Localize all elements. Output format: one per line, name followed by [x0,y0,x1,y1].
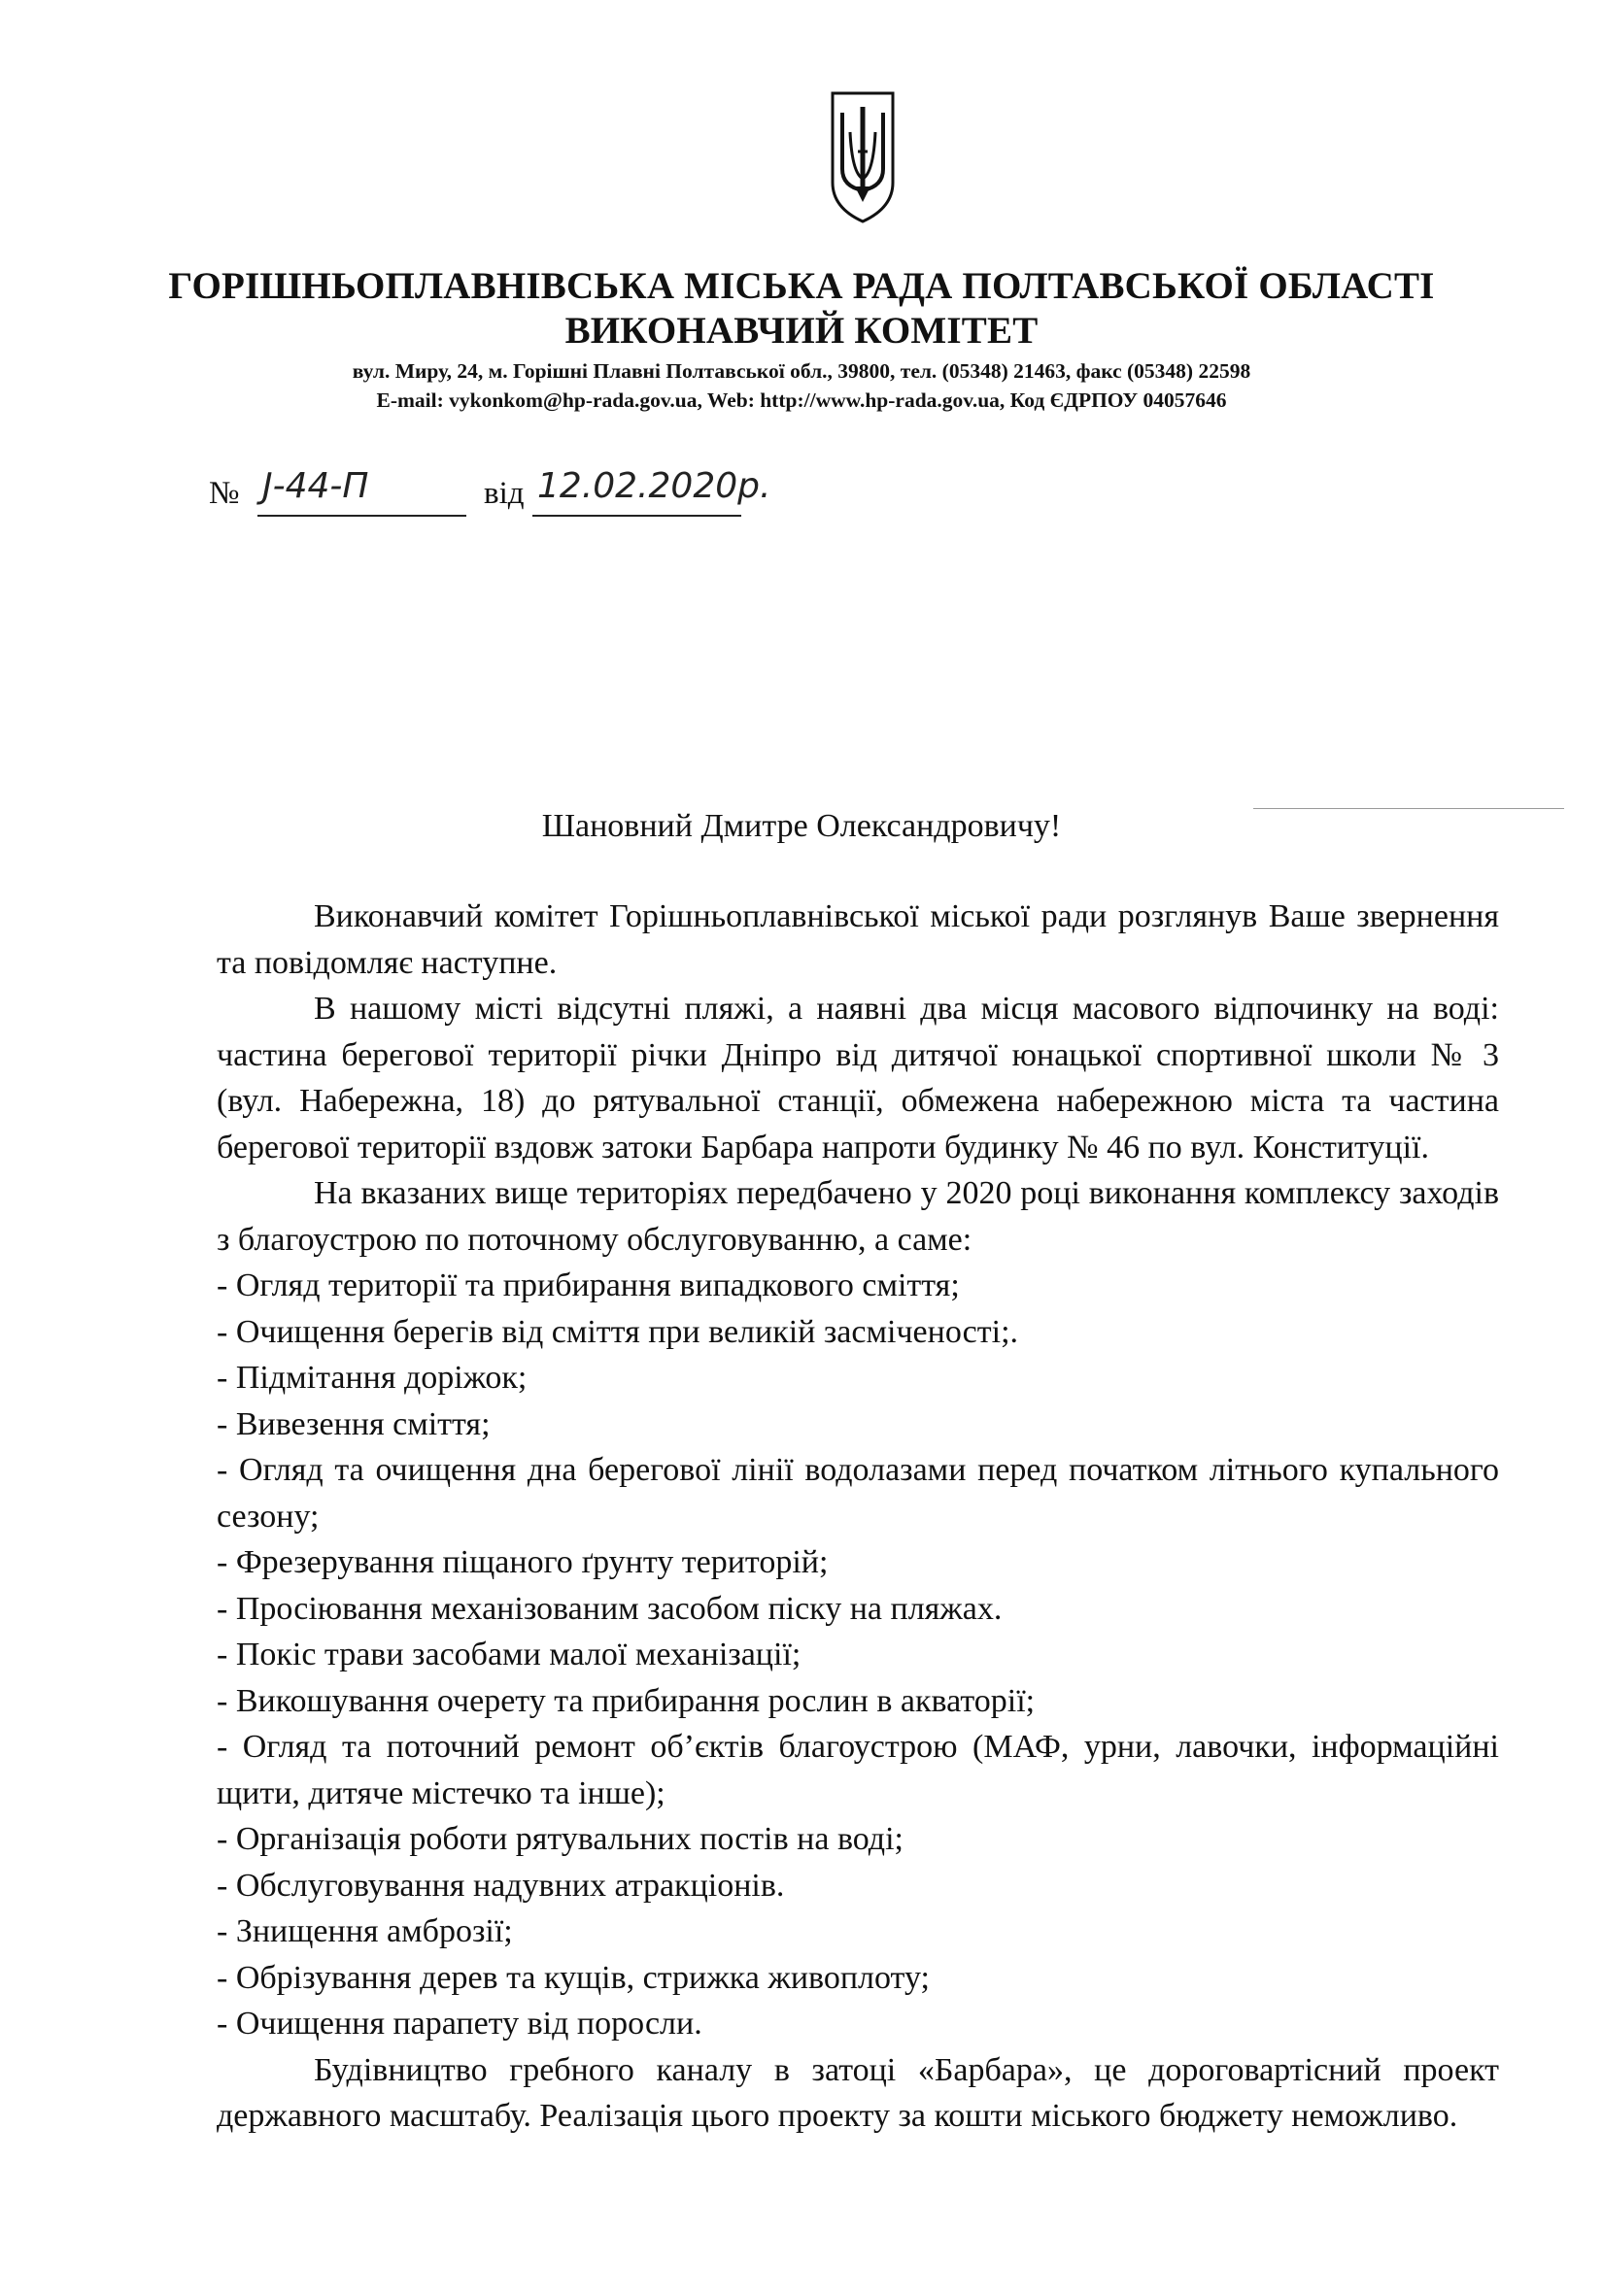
paragraph-4: Будівництво гребного каналу в затоці «Барбара», це дороговартісний проект державного масштабу. Реалізація цього проекту за кошти міського бюджету неможливо. [217,2051,1499,2134]
coat-of-arms-icon [829,89,897,225]
paragraph-1: Виконавчий комітет Горішньоплавнівської міської ради розглянув Ваше звернення та повідомляє наступне. [217,898,1499,981]
paragraph-2: В нашому місті відсутні пляжі, а наявні два місця масового відпочинку на воді: частина берегової території річки Дніпро від дитячої юнацької спортивної школи № 3 (вул. Набережна, 18) до рятувальної станції, обмежена набережною міста та частина берегової території вздовж затоки Барбара напроти будинку № 46 по вул. Конституції. [217,991,1499,1165]
list-item: - Очищення парапету від поросли. [217,2006,702,2042]
list-item: - Огляд та очищення дна берегової лінії водолазами перед початком літнього купального сезону; [217,1452,1499,1535]
date-label: від [484,476,525,511]
list-item: - Знищення амброзії; [217,1913,513,1949]
list-item: - Викошування очерету та прибирання рослин в акваторії; [217,1682,1036,1719]
number-label: № [209,476,240,511]
registration-line [209,468,889,526]
list-item: - Обрізування дерев та кущів, стрижка живоплоту; [217,1959,930,1996]
list-item: - Покіс трави засобами малої механізації; [217,1637,802,1672]
date-underline [532,515,741,517]
list-item: - Огляд та поточний ремонт об’єктів благоустрою (МАФ, урни, лавочки, інформаційні щити, дитяче містечко та інше); [217,1729,1499,1811]
list-item: - Очищення берегів від сміття при великій засміченості;. [217,1313,1019,1350]
list-item: - Організація роботи рятувальних постів на воді; [217,1821,904,1857]
list-item: - Вивезення сміття; [217,1405,491,1442]
list-item: - Фрезерування піщаного ґрунту територій; [217,1544,829,1580]
list-item: - Підмітання доріжок; [217,1360,528,1396]
salutation: Шановний Дмитре Олександровичу! [541,808,1062,844]
list-item: - Огляд території та прибирання випадкового сміття; [217,1267,960,1303]
paragraph-3: На вказаних вище територіях передбачено у 2020 році виконання комплексу заходів з благоустрою по поточному обслуговуванню, а саме: [217,1175,1499,1258]
org-subtitle: ВИКОНАВЧИЙ КОМІТЕТ [564,310,1039,352]
org-address: вул. Миру, 24, м. Горішні Плавні Полтавської обл., 39800, тел. (05348) 21463, факс (05348) 22598 [352,359,1251,383]
org-title: ГОРІШНЬОПЛАВНІВСЬКА МІСЬКА РАДА ПОЛТАВСЬКОЇ ОБЛАСТІ [168,265,1435,307]
list-item: - Просіювання механізованим засобом піску на пляжах. [217,1590,1003,1627]
number-underline [257,515,466,517]
org-contacts: E-mail: vykonkom@hp-rada.gov.ua, Web: http://www.hp-rada.gov.ua, Код ЄДРПОУ 04057646 [376,388,1227,412]
list-item: - Обслуговування надувних атракціонів. [217,1867,785,1904]
letter-body [217,894,1499,2140]
handwritten-date: 12.02.2020р. [537,466,771,506]
handwritten-number: J-44-П [262,466,369,506]
